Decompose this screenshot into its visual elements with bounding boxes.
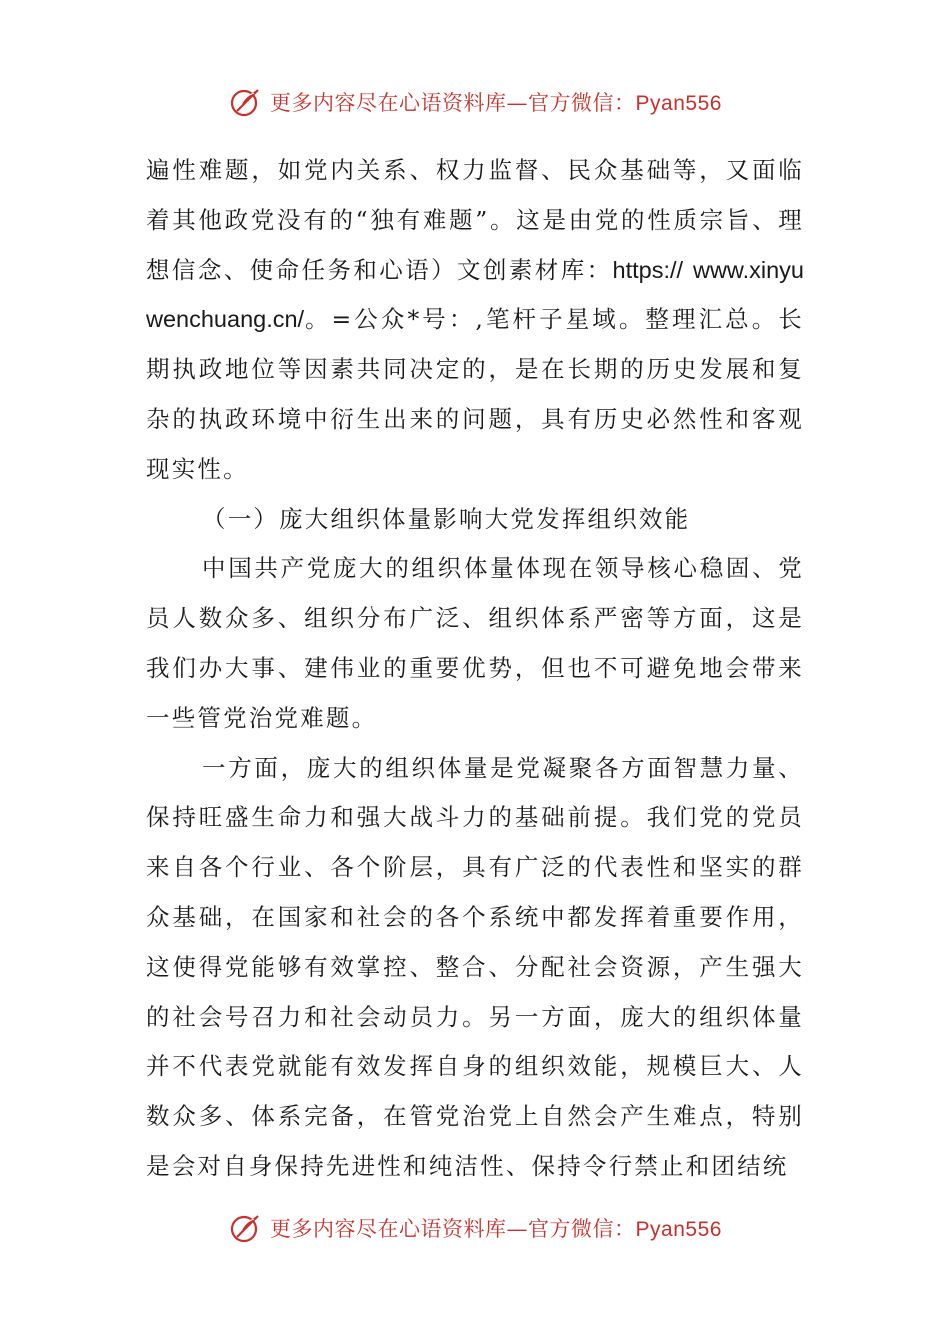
banner-wechat-id: Pyan556 (635, 1218, 722, 1241)
banner-text (270, 87, 722, 117)
paragraph-1-url-a: https:// (612, 256, 684, 283)
banner-separator: — (506, 1217, 529, 1241)
paragraph-1-text-b: 。=公众*号：,笔杆子星域。整理汇总。长期执政地位等因素共同决定的，是在长期的历史发展和复杂的执政环境中衍生出来的问题，具有历史必然性和客观现实性。 (146, 305, 804, 483)
paragraph-1-url-b: www.xinyuwenchuang.cn/ (146, 256, 804, 333)
paragraph-1-text-a: 遍性难题，如党内关系、权力监督、民众基础等，又面临着其他政党没有的“独有难题”。这是由党的性质宗旨、理想信念、使命任务和心语）文创素材库： (146, 156, 804, 284)
section-heading: （一）庞大组织体量影响大党发挥组织效能 (202, 504, 691, 533)
header-banner (0, 82, 950, 122)
footer-banner (0, 1208, 950, 1248)
banner-slogan: 更多内容尽在心语资料库 (270, 91, 507, 115)
paragraph-1 (146, 146, 804, 495)
banner-wechat-label: 官方微信： (528, 91, 636, 115)
paragraph-2: 中国共产党庞大的组织体量体现在领导核心稳固、党员人数众多、组织分布广泛、组织体系严密等方面，这是我们办大事、建伟业的重要优势，但也不可避免地会带来一些管党治党难题。 (146, 554, 804, 732)
banner-text (270, 1213, 722, 1243)
paragraph-3: 一方面，庞大的组织体量是党凝聚各方面智慧力量、保持旺盛生命力和强大战斗力的基础前提。我们党的党员来自各个行业、各个阶层，具有广泛的代表性和坚实的群众基础，在国家和社会的各个系统中都发挥着重要作用，这使得党能够有效掌控、整合、分配社会资源，产生强大的社会号召力和社会动员力。另一方面，庞大的组织体量并不代表党就能有效发挥自身的组织效能，规模巨大、人数众多、体系完备，在管党治党上自然会产生难点，特别是会对自身保持先进性和纯洁性、保持令行禁止和团结统 (146, 753, 804, 1180)
banner-wechat-label: 官方微信： (528, 1217, 636, 1241)
banner-separator: — (506, 91, 529, 115)
banner-slogan: 更多内容尽在心语资料库 (270, 1217, 507, 1241)
banner-wechat-id: Pyan556 (635, 92, 722, 115)
document-body (146, 146, 804, 1192)
feather-pen-logo-icon (228, 1210, 264, 1246)
feather-pen-logo-icon (228, 84, 264, 120)
